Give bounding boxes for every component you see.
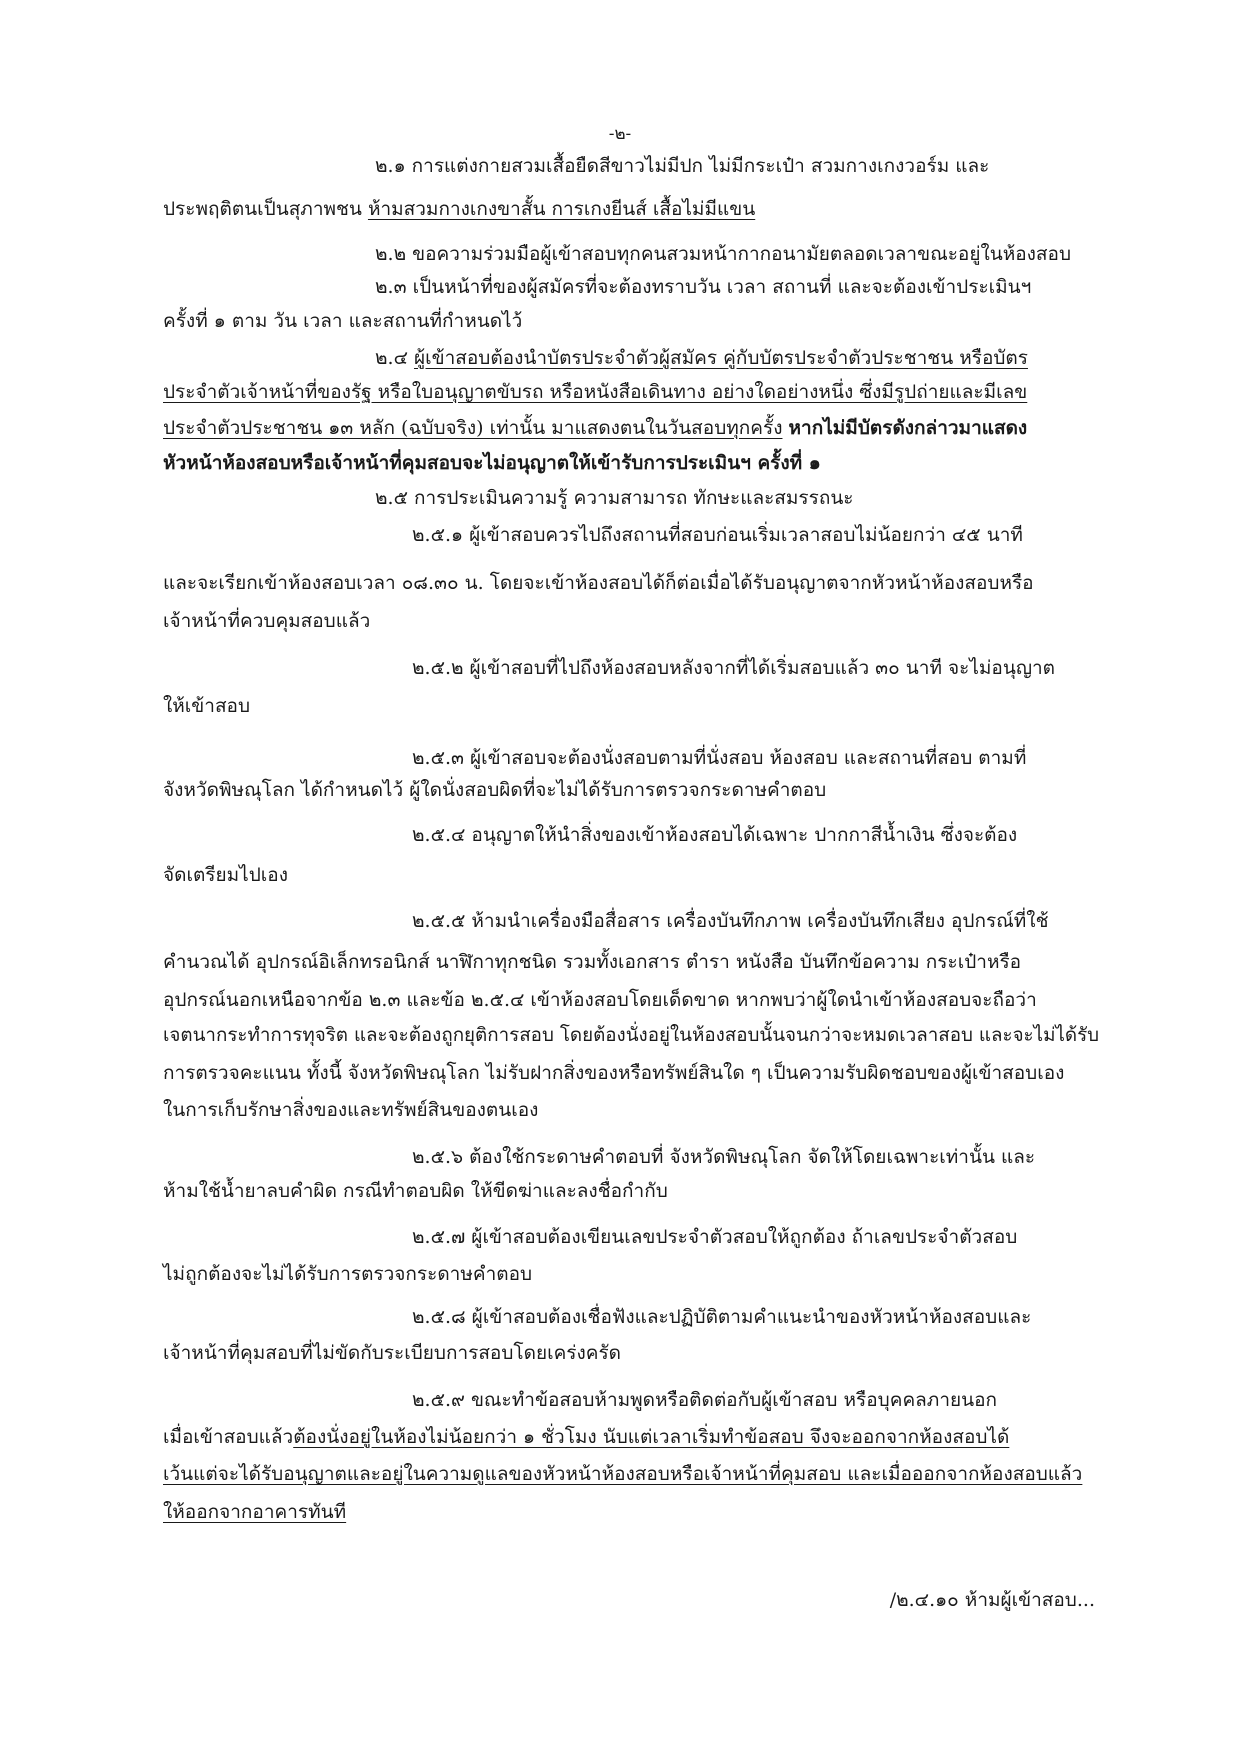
text-segment: ห้ามใช้น้ำยาลบคำผิด กรณีทำตอบผิด ให้ขีดฆ่าและลงชื่อกำกับ	[163, 1180, 668, 1202]
text-segment: ๒.๕.๖ ต้องใช้กระดาษคำตอบที่ จังหวัดพิษณุโลก จัดให้โดยเฉพาะเท่านั้น และ	[412, 1146, 1036, 1168]
line-4	[375, 269, 1031, 305]
text-segment: ประจำตัวเจ้าหน้าที่ของรัฐ หรือใบอนุญาตขับรถ หรือหนังสือเดินทาง อย่างใดอย่างหนึ่ง ซึ่งมีรูปถ่ายและมีเลข	[163, 381, 1028, 403]
text-segment: เว้นแต่จะได้รับอนุญาตและอยู่ในความดูแลของหัวหน้าห้องสอบหรือเจ้าหน้าที่คุมสอบ และเมื่อออกจากห้องสอบแล้ว	[163, 1463, 1083, 1485]
line-7	[163, 374, 1027, 410]
line-3	[375, 236, 1071, 272]
text-segment: ๒.๕.๘ ผู้เข้าสอบต้องเชื่อฟังและปฏิบัติตามคำแนะนำของหัวหน้าห้องสอบและ	[412, 1306, 1032, 1328]
line-13	[163, 603, 370, 639]
text-segment: อุปกรณ์นอกเหนือจากข้อ ๒.๓ และข้อ ๒.๕.๔ เข้าห้องสอบโดยเด็ดขาด หากพบว่าผู้ใดนำเข้าห้องสอบจะถือว่า	[163, 989, 1037, 1011]
text-segment: ๒.๕.๑ ผู้เข้าสอบควรไปถึงสถานที่สอบก่อนเริ่มเวลาสอบไม่น้อยกว่า ๔๕ นาที	[412, 524, 1023, 546]
text-segment: ประพฤติตนเป็นสุภาพชน	[163, 198, 368, 220]
text-segment: ๒.๕ การประเมินความรู้ ความสามารถ ทักษะและสมรรถนะ	[375, 487, 854, 509]
line-10	[375, 480, 854, 516]
line-35	[163, 1494, 346, 1530]
line-21	[163, 944, 1021, 980]
text-segment: เจ้าหน้าที่คุมสอบที่ไม่ขัดกับระเบียบการสอบโดยเคร่งครัด	[163, 1342, 622, 1364]
line-18	[412, 817, 1017, 853]
text-segment: ๒.๕.๒ ผู้เข้าสอบที่ไปถึงห้องสอบหลังจากที่ได้เริ่มสอบแล้ว ๓๐ นาที จะไม่อนุญาต	[412, 657, 1056, 679]
line-19	[163, 857, 288, 893]
text-segment: เจตนากระทำการทุจริต และจะต้องถูกยุติการสอบ โดยต้องนั่งอยู่ในห้องสอบนั้นจนกว่าจะหมดเวลาสอบ และจะไม่ได้รับ	[163, 1025, 1100, 1046]
text-segment: ๒.๕.๕ ห้ามนำเครื่องมือสื่อสาร เครื่องบันทึกภาพ เครื่องบันทึกเสียง อุปกรณ์ที่ใช้	[412, 910, 1049, 932]
text-segment: ๒.๕.๙ ขณะทำข้อสอบห้ามพูดหรือติดต่อกับผู้เข้าสอบ หรือบุคคลภายนอก	[412, 1389, 998, 1411]
line-27	[163, 1173, 668, 1209]
text-segment: ผู้เข้าสอบต้องนำบัตรประจำตัวผู้สมัคร คู่กับบัตรประจำตัวประชาชน หรือบัตร	[413, 347, 1028, 369]
line-5	[163, 303, 522, 339]
line-12	[163, 565, 1034, 601]
text-segment: ๒.๕.๗ ผู้เข้าสอบต้องเขียนเลขประจำตัวสอบให้ถูกต้อง ถ้าเลขประจำตัวสอบ	[412, 1226, 1018, 1248]
line-23	[163, 1018, 1099, 1054]
text-segment: จังหวัดพิษณุโลก ได้กำหนดไว้ ผู้ใดนั่งสอบผิดที่จะไม่ได้รับการตรวจกระดาษคำตอบ	[163, 779, 827, 801]
line-9	[163, 445, 821, 481]
text-segment: เมื่อเข้าสอบแล้ว	[163, 1426, 294, 1448]
text-segment: หากไม่มีบัตรดังกล่าวมาแสดง	[788, 417, 1028, 439]
line-28	[412, 1219, 1017, 1255]
text-segment: ให้ออกจากอาคารทันที	[163, 1501, 347, 1523]
text-segment: เจ้าหน้าที่ควบคุมสอบแล้ว	[163, 610, 371, 632]
line-29	[163, 1256, 532, 1292]
text-segment: ๒.๕.๓ ผู้เข้าสอบจะต้องนั่งสอบตามที่นั่งสอบ ห้องสอบ และสถานที่สอบ ตามที่	[412, 747, 1027, 769]
text-segment: ประจำตัวประชาชน ๑๓ หลัก (ฉบับจริง) เท่านั้น มาแสดงตนในวันสอบทุกครั้ง	[163, 417, 783, 439]
line-6	[375, 340, 1028, 376]
line-11	[412, 517, 1023, 553]
text-segment: และจะเรียกเข้าห้องสอบเวลา ๐๘.๓๐ น. โดยจะเข้าห้องสอบได้ก็ต่อเมื่อได้รับอนุญาตจากหัวหน้าห้องสอบหรือ	[163, 572, 1034, 594]
text-segment: หัวหน้าห้องสอบหรือเจ้าหน้าที่คุมสอบจะไม่อนุญาตให้เข้ารับการประเมินฯ ครั้งที่ ๑	[163, 452, 821, 474]
line-26	[412, 1139, 1035, 1175]
text-segment: ๒.๑ การแต่งกายสวมเสื้อยืดสีขาวไม่มีปก ไม่มีกระเป๋า สวมกางเกงวอร์ม และ	[375, 155, 990, 177]
line-8	[163, 410, 1027, 446]
line-24	[163, 1055, 1064, 1091]
line-1	[375, 148, 989, 184]
footer-continuation: /๒.๔.๑๐ ห้ามผู้เข้าสอบ...	[889, 1589, 1095, 1611]
line-20	[412, 903, 1048, 939]
text-segment: การตรวจคะแนน ทั้งนี้ จังหวัดพิษณุโลก ไม่รับฝากสิ่งของหรือทรัพย์สินใด ๆ เป็นความรับผิดชอบของผู้เข้าสอบเอง	[163, 1062, 1065, 1084]
line-33	[163, 1419, 1009, 1455]
text-segment: ต้องนั่งอยู่ในห้องไม่น้อยกว่า ๑ ชั่วโมง นับแต่เวลาเริ่มทำข้อสอบ จึงจะออกจากห้องสอบได้	[293, 1426, 1010, 1448]
text-segment: ๒.๔	[375, 347, 414, 369]
page-number: -๒-	[608, 123, 632, 143]
line-34	[163, 1456, 1082, 1492]
line-2	[163, 191, 755, 227]
line-22	[163, 982, 1037, 1018]
text-segment: ห้ามสวมกางเกงขาสั้น การเกงยีนส์ เสื้อไม่มีแขน	[367, 198, 756, 220]
text-segment: ๒.๒ ขอความร่วมมือผู้เข้าสอบทุกคนสวมหน้ากากอนามัยตลอดเวลาขณะอยู่ในห้องสอบ	[375, 243, 1072, 265]
line-17	[163, 772, 826, 808]
text-segment: ในการเก็บรักษาสิ่งของและทรัพย์สินของตนเอง	[163, 1099, 539, 1121]
text-segment: ไม่ถูกต้องจะไม่ได้รับการตรวจกระดาษคำตอบ	[163, 1263, 533, 1285]
line-32	[412, 1382, 997, 1418]
text-segment: ๒.๕.๔ อนุญาตให้นำสิ่งของเข้าห้องสอบได้เฉพาะ ปากกาสีน้ำเงิน ซึ่งจะต้อง	[412, 824, 1018, 846]
line-31	[163, 1335, 621, 1371]
line-14	[412, 650, 1055, 686]
line-16	[412, 740, 1026, 776]
text-segment: จัดเตรียมไปเอง	[163, 864, 288, 886]
text-segment: ๒.๓ เป็นหน้าที่ของผู้สมัครที่จะต้องทราบวัน เวลา สถานที่ และจะต้องเข้าประเมินฯ	[375, 276, 1032, 298]
text-segment: ให้เข้าสอบ	[163, 695, 251, 717]
line-30	[412, 1299, 1031, 1335]
line-25	[163, 1092, 538, 1128]
text-segment: ครั้งที่ ๑ ตาม วัน เวลา และสถานที่กำหนดไว้	[163, 310, 523, 332]
text-segment: คำนวณได้ อุปกรณ์อิเล็กทรอนิกส์ นาฬิกาทุกชนิด รวมทั้งเอกสาร ตำรา หนังสือ บันทึกข้อความ กระเป๋าหรือ	[163, 951, 1022, 973]
line-15	[163, 688, 250, 724]
